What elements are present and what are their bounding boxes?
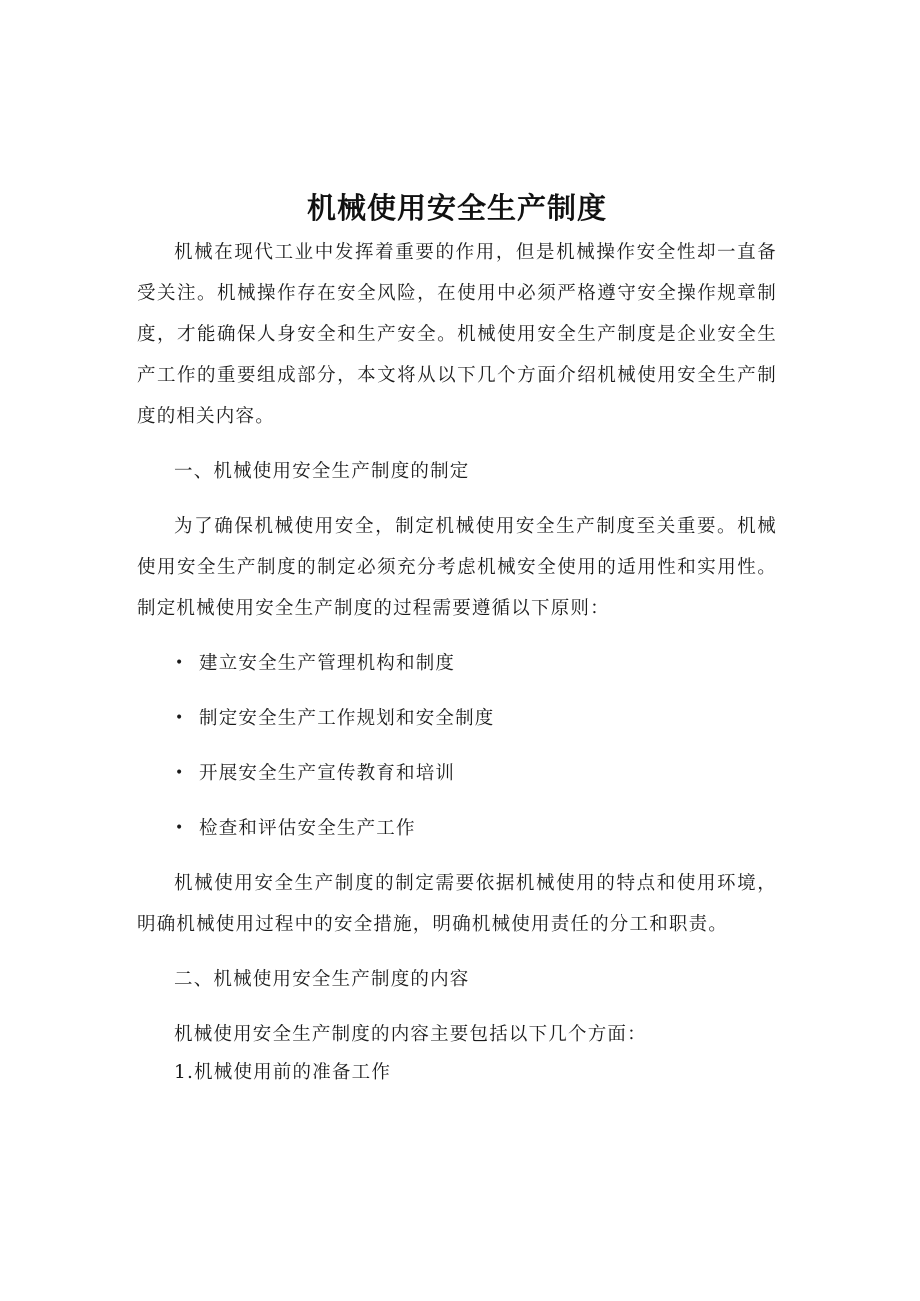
list-item-text: 检查和评估安全生产工作 (199, 818, 416, 839)
section-1-paragraph-2: 机械使用安全生产制度的制定需要依据机械使用的特点和使用环境，明确机械使用过程中的安全措施，明确机械使用责任的分工和职责。 (137, 873, 777, 935)
bullet-icon: • (175, 655, 185, 671)
bullet-icon: • (175, 710, 185, 726)
list-item (137, 698, 777, 739)
principles-list (137, 643, 777, 849)
section-1-paragraph-1: 为了确保机械使用安全，制定机械使用安全生产制度至关重要。机械使用安全生产制度的制定必须充分考虑机械安全使用的适用性和实用性。制定机械使用安全生产制度的过程需要遵循以下原则： (137, 516, 777, 619)
list-item-text: 建立安全生产管理机构和制度 (199, 653, 456, 674)
document-title: 机械使用安全生产制度 (306, 191, 607, 225)
bullet-icon: • (175, 820, 185, 836)
section-2-heading: 二、机械使用安全生产制度的内容 (174, 969, 470, 990)
section-2-paragraph-1: 机械使用安全生产制度的内容主要包括以下几个方面： (174, 1024, 647, 1045)
subheading-1: 1.机械使用前的准备工作 (174, 1062, 392, 1083)
intro-paragraph: 机械在现代工业中发挥着重要的作用，但是机械操作安全性却一直备受关注。机械操作存在安全风险，在使用中必须严格遵守安全操作规章制度，才能确保人身安全和生产安全。机械使用安全生产制度是企业安全生产工作的重要组成部分，本文将从以下几个方面介绍机械使用安全生产制度的相关内容。 (137, 242, 777, 427)
list-item (137, 808, 777, 849)
section-1-heading: 一、机械使用安全生产制度的制定 (174, 461, 470, 482)
bullet-icon: • (175, 765, 185, 781)
list-item (137, 643, 777, 684)
list-item-text: 开展安全生产宣传教育和培训 (199, 763, 456, 784)
document-body (137, 188, 777, 1091)
list-item-text: 制定安全生产工作规划和安全制度 (199, 708, 495, 729)
list-item (137, 753, 777, 794)
